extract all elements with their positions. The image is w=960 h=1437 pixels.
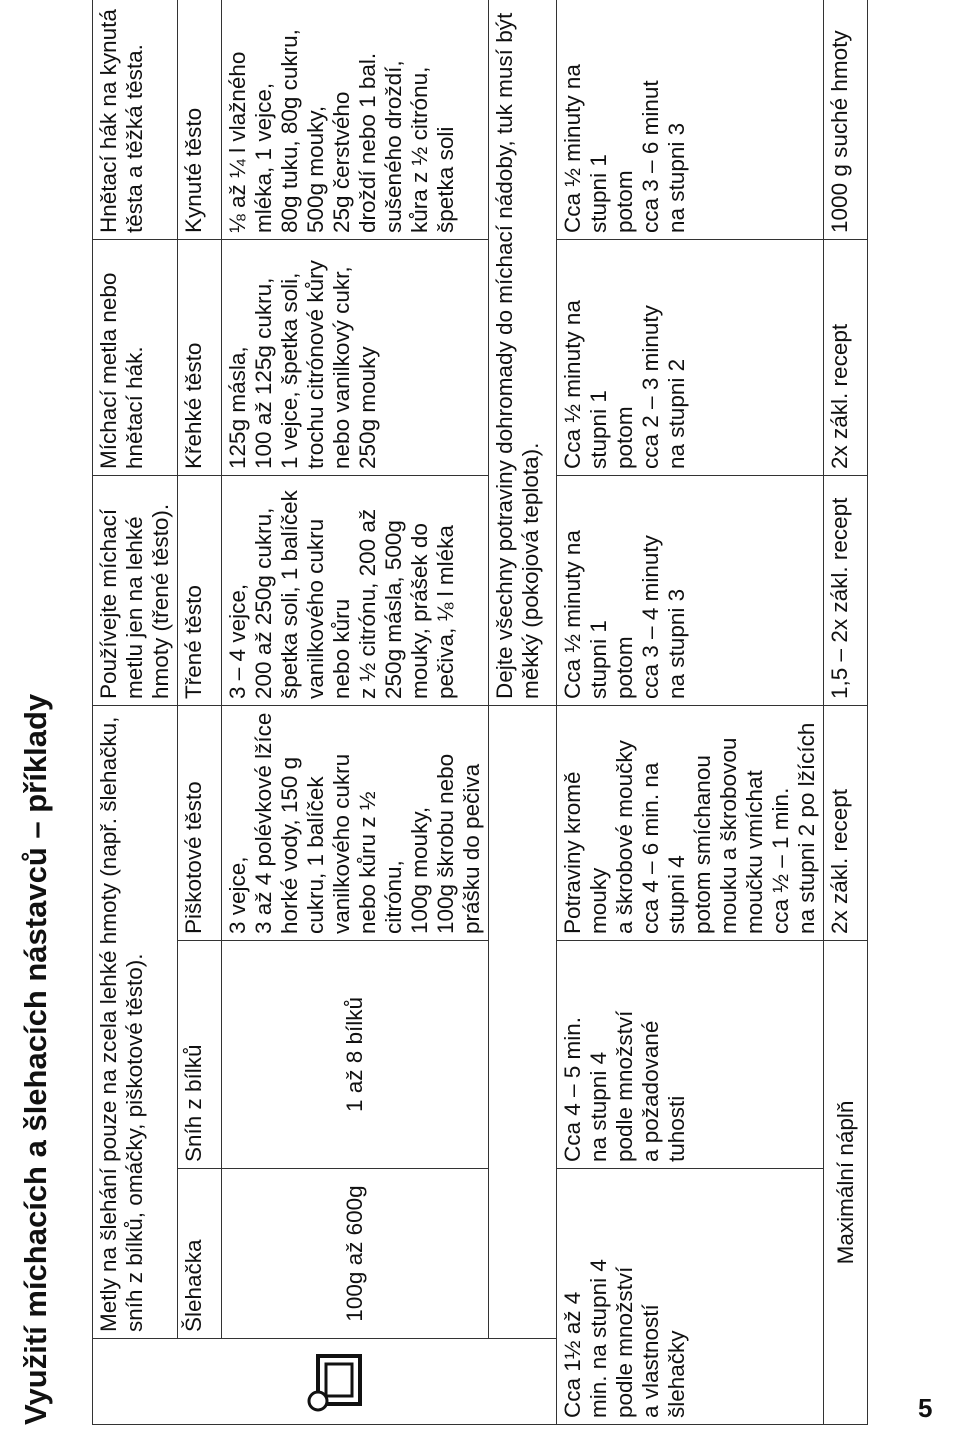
note-row bbox=[489, 0, 557, 1425]
ingredients-cell: 3 – 4 vejce, 200 až 250g cukru, špetka soli, 1 balíček vanilkového cukru nebo kůru z ½ citrónu, 200 až 250g másla, 500g mouky, prášek do pečiva, ⅛ l mléka bbox=[222, 475, 489, 705]
maximum-value: 2x zákl. recept bbox=[824, 239, 868, 475]
page-number: 5 bbox=[918, 1393, 933, 1423]
time-cell: Cca 1½ až 4 min. na stupni 4 podle množství a vlastností šlehačky bbox=[557, 1169, 824, 1425]
dough-type-cell: Křehké těsto bbox=[178, 239, 222, 475]
time-cell: Cca ½ minuty na stupni 1 potom cca 3 – 4 minuty na stupni 3 bbox=[557, 475, 824, 705]
ingredients-cell: ⅛ až ¼ l vlažného mléka, 1 vejce, 80g tuku, 80g cukru, 500g mouky, 25g čerstvého droždí nebo 1 bal. sušeného droždí, kůra z ½ citrónu, špetka soli bbox=[222, 0, 489, 239]
maximum-value: 1000 g suché hmoty bbox=[824, 0, 868, 239]
ingredients-cell: 100g až 600g bbox=[222, 1169, 489, 1339]
ingredients-cell: 125g másla, 100 až 125g cukru, 1 vejce, špetka soli, trochu citrónové kůry nebo vanilkový cukr, 250g mouky bbox=[222, 239, 489, 475]
dough-type-cell: Piškotové těsto bbox=[178, 705, 222, 940]
icon-cell bbox=[93, 1339, 557, 1425]
ingredients-row bbox=[222, 0, 489, 1425]
dough-type-cell: Třené těsto bbox=[178, 475, 222, 705]
maximum-value: 1,5 – 2x zákl. recept bbox=[824, 475, 868, 705]
maximum-value: 2x zákl. recept bbox=[824, 705, 868, 940]
attachment-header-row bbox=[93, 0, 178, 1425]
mixing-whisk-usage-note: Používejte míchací metlu jen na lehké hmoty (třené těsto). bbox=[93, 475, 178, 705]
attachment-usage-table bbox=[92, 0, 868, 1425]
time-cell: Cca 4 – 5 min. na stupni 4 podle množství a požadované tuhosti bbox=[557, 941, 824, 1169]
note-empty-cell bbox=[489, 705, 557, 1338]
maximum-row bbox=[824, 0, 868, 1425]
dough-type-row bbox=[178, 0, 222, 1425]
ingredients-cell: 1 až 8 bílků bbox=[222, 941, 489, 1169]
preparation-note: Dejte všechny potraviny dohromady do míchací nádoby, tuk musí být měkký (pokojová teplota). bbox=[489, 0, 557, 705]
time-cell: Potraviny kromě mouky a škrobové moučky cca 4 – 6 min. na stupni 4 potom smíchanou mouku a škrobovou moučku vmíchat cca ½ – 1 min. na stupni 2 po lžících bbox=[557, 705, 824, 940]
ingredients-cell: 3 vejce, 3 až 4 polévkové lžíce horké vody, 150 g cukru, 1 balíček vanilkového cukru nebo kůru z ½ citrónu, 100g mouky, 100g škrobu nebo prášku do pečiva bbox=[222, 705, 489, 940]
mixer-bowl-attachment-icon bbox=[302, 1349, 368, 1415]
time-cell: Cca ½ minuty na stupni 1 potom cca 2 – 3 minuty na stupni 2 bbox=[557, 239, 824, 475]
dough-type-cell: Sníh z bílků bbox=[178, 941, 222, 1169]
mixing-or-kneading-note: Míchací metla nebo hnětací hák. bbox=[93, 239, 178, 475]
time-row bbox=[557, 0, 824, 1425]
time-cell: Cca ½ minuty na stupni 1 potom cca 3 – 6 minut na stupni 3 bbox=[557, 0, 824, 239]
maximum-label: Maximální náplň bbox=[824, 941, 868, 1425]
whisk-usage-note: Metly na šlehání pouze na zcela lehké hmoty (např. šlehačku, sníh z bílků, omáčky, piškotové těsto). bbox=[93, 705, 178, 1338]
dough-type-cell: Šlehačka bbox=[178, 1169, 222, 1339]
kneading-hook-note: Hnětací hák na kynutá těsta a těžká těsta. bbox=[93, 0, 178, 239]
dough-type-cell: Kynuté těsto bbox=[178, 0, 222, 239]
page-title: Využití míchacích a šlehacích nástavců – příklady bbox=[18, 693, 53, 1425]
